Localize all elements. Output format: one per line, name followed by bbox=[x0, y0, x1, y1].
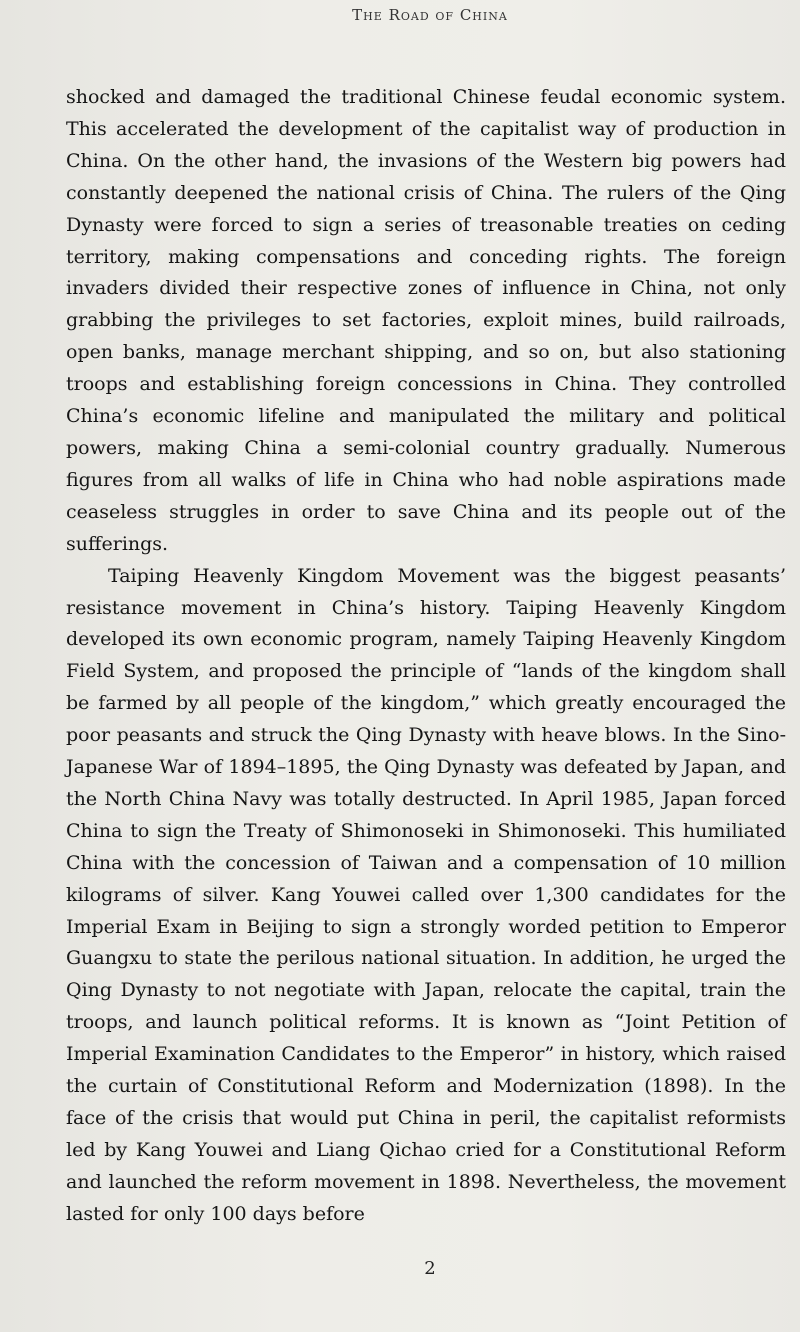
paragraph-continued: shocked and damaged the traditional Chinese feudal economic system. This accelerated the development of the capitalist way of production in China. On the other hand, the invasions of the Western big powers had constantly deepened the national crisis of China. The rulers of the Qing Dynasty were forced to sign a series of treasonable treaties on ceding territory, making compensations and conceding rights. The foreign invaders divided their respective zones of influence in China, not only grabbing the privileges to set factories, exploit mines, build railroads, open banks, manage merchant shipping, and so on, but also stationing troops and establishing foreign concessions in China. They controlled China’s economic lifeline and manipulated the military and political powers, making China a semi-colonial country gradually. Numerous figures from all walks of life in China who had noble aspirations made ceaseless struggles in order to save China and its people out of the sufferings. bbox=[66, 86, 786, 555]
body-text bbox=[66, 82, 786, 1231]
page-number: 2 bbox=[424, 1258, 436, 1279]
paragraph-taiping: Taiping Heavenly Kingdom Movement was the biggest peasants’ resistance movement in China’s history. Taiping Heavenly Kingdom developed its own economic program, namely Taiping Heavenly Kingdom Field System, and proposed the principle of “lands of the kingdom shall be farmed by all people of the kingdom,” which greatly encouraged the poor peasants and struck the Qing Dynasty with heave blows. In the Sino-Japanese War of 1894–1895, the Qing Dynasty was defeated by Japan, and the North China Navy was totally destructed. In April 1985, Japan forced China to sign the Treaty of Shimonoseki in Shimonoseki. This humiliated China with the concession of Taiwan and a compensation of 10 million kilograms of silver. Kang Youwei called over 1,300 candidates for the Imperial Exam in Beijing to sign a strongly worded petition to Emperor Guangxu to state the perilous national situation. In addition, he urged the Qing Dynasty to not negotiate with Japan, relocate the capital, train the troops, and launch political reforms. It is known as “Joint Petition of Imperial Examination Candidates to the Emperor” in history, which raised the curtain of Constitutional Reform and Modernization (1898). In the face of the crisis that would put China in peril, the capitalist reformists led by Kang Youwei and Liang Qichao cried for a Constitutional Reform and launched the reform movement in 1898. Nevertheless, the movement lasted for only 100 days before bbox=[66, 564, 786, 1225]
running-header-title: The Road of China bbox=[352, 6, 508, 24]
